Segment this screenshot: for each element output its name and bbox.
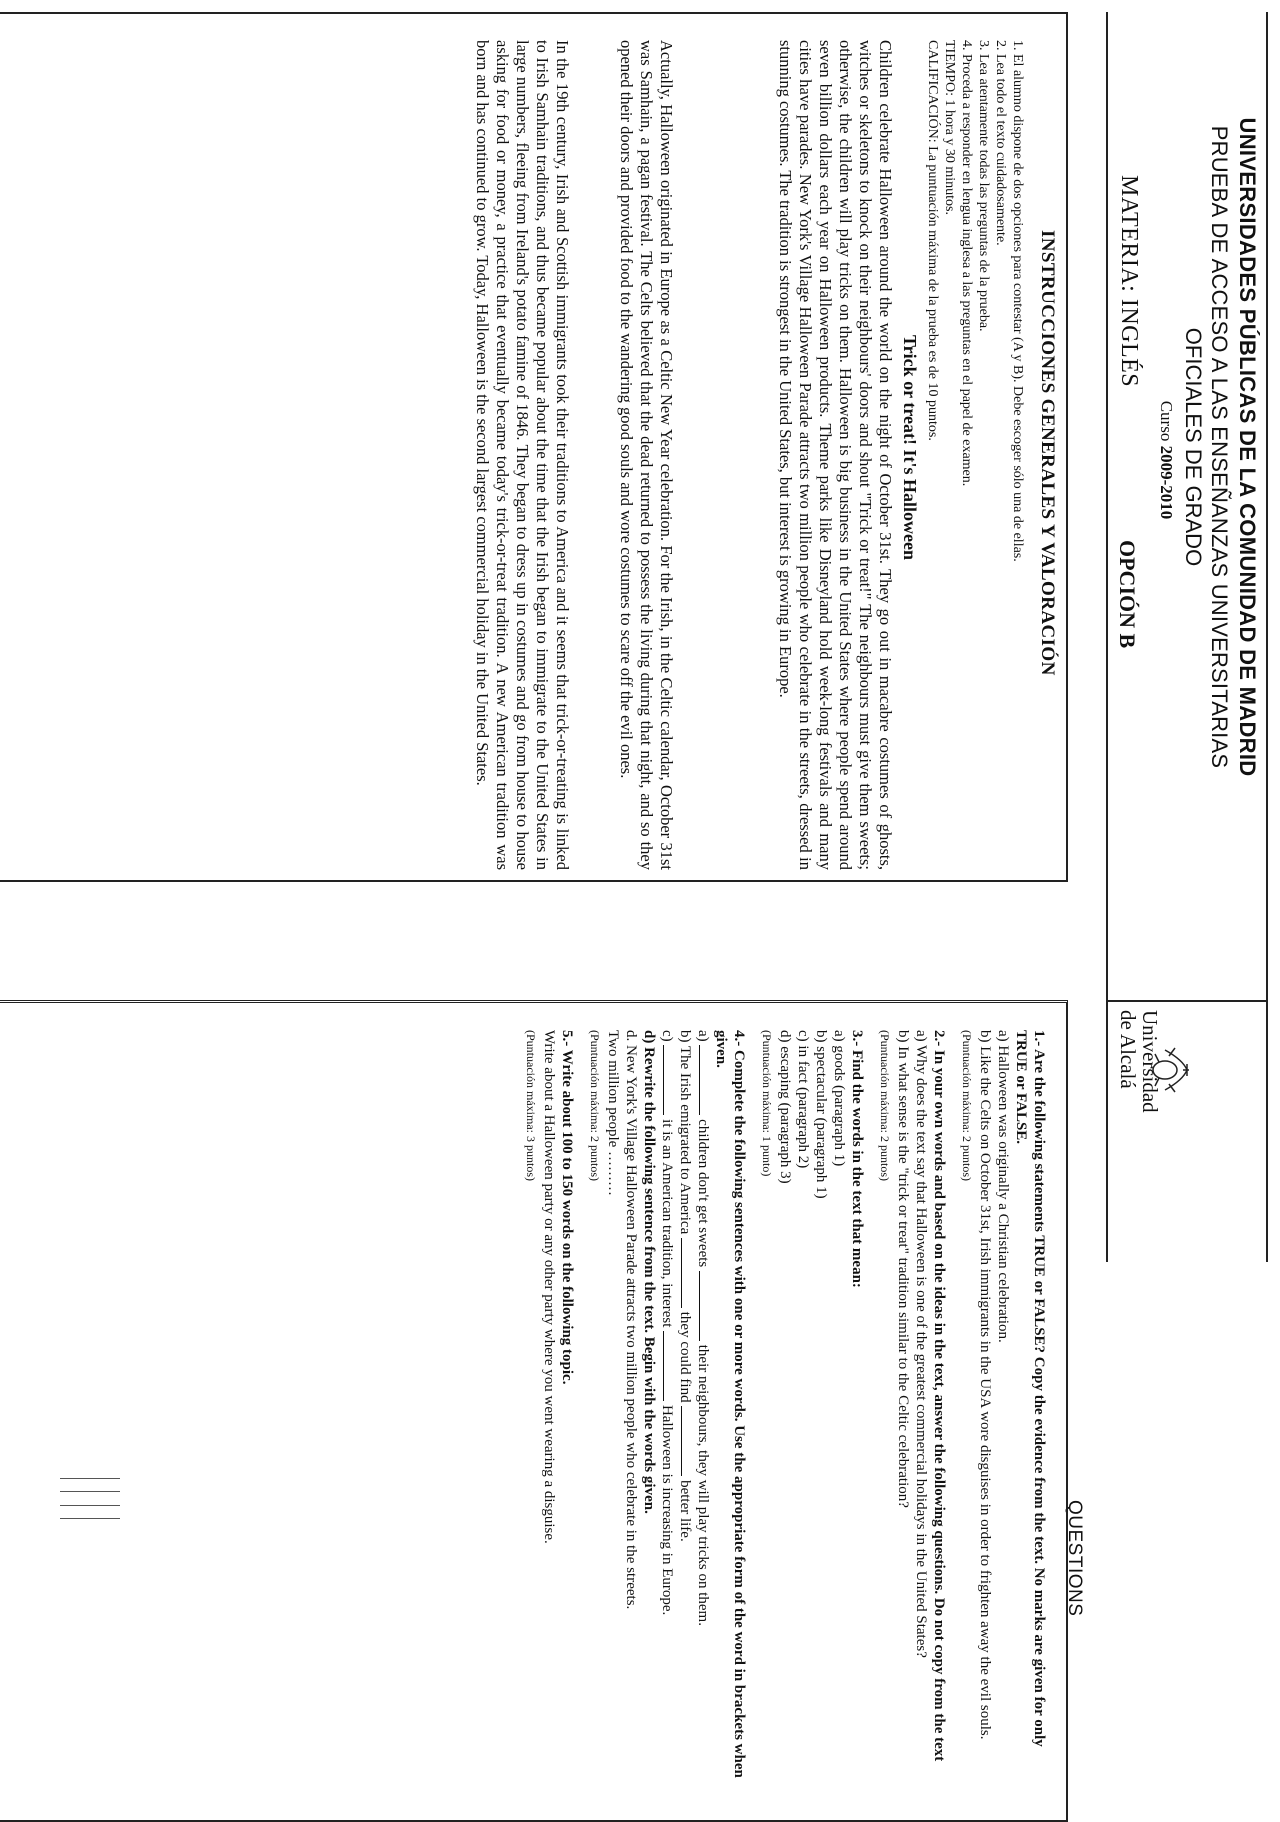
- q4a-prefix: a): [695, 1030, 711, 1042]
- question-5-points: (Puntuación máxima: 3 puntos): [524, 1030, 538, 1181]
- question-4-d-sentence: d. New York's Village Halloween Parade attracts two million people who celebrate in the streets.: [623, 1030, 639, 1610]
- answer-blank: [699, 1271, 712, 1341]
- question-4-b: [676, 1030, 694, 1790]
- q4a-middle: children don't get sweets: [695, 1119, 711, 1268]
- question-3-points: (Puntuación máxima: 1 punto): [760, 1030, 774, 1177]
- question-3-b: b) spectacular (paragraph 1): [813, 1030, 829, 1199]
- q4b-middle: they could find: [677, 1311, 693, 1403]
- instructions-title: INSTRUCCIONES GENERALES Y VALORACIÓN: [1037, 230, 1058, 676]
- q4b-suffix: better life.: [677, 1480, 693, 1542]
- question-1-prompt: 1.- Are the following statements TRUE or FALSE? Copy the evidence from the text. No marks are given for only TRUE or FALSE.: [1013, 1030, 1047, 1747]
- option-label: OPCIÓN B: [1115, 540, 1140, 649]
- header-exam-title: PRUEBA DE ACCESO A LAS ENSEÑANZAS UNIVERSITARIAS: [1207, 125, 1232, 769]
- question-3-prompt: 3.- Find the words in the text that mean:: [849, 1030, 865, 1288]
- question-4-d-start: Two million people ………: [605, 1030, 621, 1197]
- question-4-points: (Puntuación máxima: 2 puntos): [588, 1030, 602, 1181]
- article-paragraph: In the 19th century, Irish and Scottish immigrants took their traditions to America and it seems that trick-or-treating is linked to Irish Samhain traditions, and thus became popular about the time that the Irish began to immigrate to the United States in large numbers, fleeing from Ireland's potato famine of 1846. They began to dress up in costumes and go from house to house asking for food or money, a practice that eventually became today's trick-or-treat tradition. A new American tradition was born and has continued to grow. Today, Halloween is the second largest commercial holiday in the United States.: [473, 40, 572, 870]
- q4b-prefix: b) The Irish emigrated to America: [677, 1030, 693, 1235]
- header-exam-subtitle: OFICIALES DE GRADO: [1181, 327, 1206, 567]
- course-label: Curso: [1157, 400, 1176, 442]
- question-4-prompt: 4.- Complete the following sentences with one or more words. Use the appropriate form of the word in brackets when given.: [713, 1030, 747, 1778]
- instructions-list: [924, 40, 1026, 870]
- header-bottom-rule: [1106, 12, 1108, 1262]
- course-value: 2009-2010: [1157, 445, 1176, 520]
- header-divider: [1108, 1000, 1268, 1002]
- questions-title: QUESTIONS: [1064, 1500, 1085, 1617]
- question-2-a: a) Why does the text say that Halloween is one of the greatest commercial holidays in the United States?: [913, 1030, 929, 1658]
- subject-label: MATERIA: INGLÉS: [1116, 175, 1142, 388]
- logo-name-line2: de Alcalá: [1116, 1010, 1140, 1089]
- instruction-item: TIEMPO: 1 hora y 30 minutos.: [942, 40, 957, 215]
- answer-blank: [681, 1406, 694, 1476]
- question-3-a: a) goods (paragraph 1): [831, 1030, 847, 1167]
- question-1-b: b) Like the Celts on October 31st, Irish immigrants in the USA wore disguises in order to frighten away the evil souls.: [977, 1030, 993, 1740]
- question-3-d: d) escaping (paragraph 3): [777, 1030, 793, 1184]
- question-4-a: [694, 1030, 712, 1790]
- article-paragraph: Actually, Halloween originated in Europe as a Celtic New Year celebration. For the Irish, in the Celtic calendar, October 31st was Samhain, a pagan festival. The Celts believed that the dead returned to possess the living during that night, and so they opened their doors and provided food to the wandering good souls and wore costumes to scare off the evil ones.: [617, 40, 676, 870]
- article-title: Trick or treat! It's Halloween: [900, 335, 920, 560]
- q4c-prefix: c): [659, 1030, 675, 1042]
- q4a-suffix: their neighbours, they will play tricks on them.: [695, 1344, 711, 1626]
- question-5-topic: Write about a Halloween party or any other party where you went wearing a disguise.: [541, 1030, 557, 1544]
- instruction-item: 1. El alumno dispone de dos opciones para contestar (A y B). Debe escoger sólo una de ellas.: [1010, 40, 1025, 562]
- header-university: UNIVERSIDADES PÚBLICAS DE LA COMUNIDAD DE MADRID: [1235, 117, 1260, 777]
- instruction-item: 2. Lea todo el texto cuidadosamente.: [993, 40, 1008, 246]
- questions-block: [522, 1030, 1048, 1790]
- answer-blank: [699, 1045, 712, 1115]
- q4c-suffix: Halloween is increasing in Europe.: [659, 1404, 675, 1616]
- question-2-prompt: 2.- In your own words and based on the ideas in the text, answer the following questions. Do not copy from the text: [931, 1030, 947, 1762]
- answer-blank: [681, 1238, 694, 1308]
- answer-blank: [663, 1331, 676, 1401]
- question-4-c: [658, 1030, 676, 1790]
- question-5-prompt: 5.- Write about 100 to 150 words on the following topic.: [559, 1030, 575, 1385]
- header-course: [1156, 360, 1176, 560]
- answer-blank: [663, 1045, 676, 1115]
- q4c-middle: it is an American tradition, interest: [659, 1119, 675, 1328]
- question-1-points: (Puntuación máxima: 2 puntos): [960, 1030, 974, 1181]
- question-3-c: c) in fact (paragraph 2): [795, 1030, 811, 1169]
- question-1-a: a) Halloween was originally a Christian celebration.: [995, 1030, 1011, 1343]
- top-rule: [1266, 12, 1268, 1262]
- logo-name-line1: Universidad: [1138, 1010, 1162, 1113]
- question-2-b: b) In what sense is the "trick or treat" tradition similar to the Celtic celebration?: [895, 1030, 911, 1508]
- question-4-d: d) Rewrite the following sentence from the text. Begin with the words given.: [641, 1030, 657, 1514]
- instruction-item: 4. Proceda a responder en lengua inglesa a las preguntas en el papel de examen.: [959, 40, 974, 487]
- article-paragraph: Children celebrate Halloween around the world on the night of October 31st. They go out in macabre costumes of ghosts, witches or skeletons to knock on their neighbours' doors and shout "Trick or treat!" The neighbours must give them sweets; otherwise, the children will play tricks on them. Halloween is big business in the United States where people spend around seven billion dollars each year on Halloween products. Theme parks like Disneyland hold week-long festivals and many cities have parades. New York's Village Halloween Parade attracts two million people who celebrate in the streets, dressed in stunning costumes. The tradition is strongest in the United States, but interest is growing in Europe.: [776, 40, 895, 870]
- instruction-item: 3. Lea atentamente todas las preguntas de la prueba.: [976, 40, 991, 332]
- instruction-item: CALIFICACIÓN: La puntuación máxima de la prueba es de 10 puntos.: [925, 40, 940, 441]
- question-2-points: (Puntuación máxima: 2 puntos): [878, 1030, 892, 1181]
